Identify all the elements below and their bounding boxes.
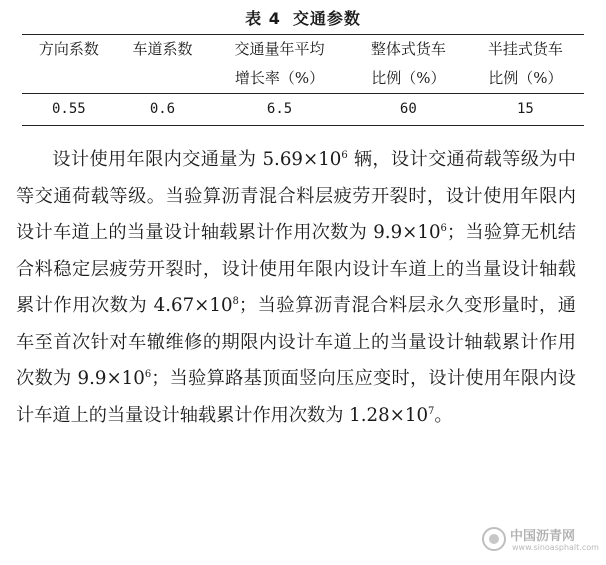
paragraph-text: ；当验算路基顶面竖向压应变时，设计使用年限内设计车道上的当量设计轴载累计作用次数为 1.28×10 — [16, 368, 576, 426]
table-caption — [0, 6, 606, 29]
header-single-unit-truck-ratio — [350, 35, 467, 94]
header-label: 方向系数 — [38, 40, 99, 58]
header-label-blank — [22, 64, 116, 93]
header-label: 增长率（%） — [234, 69, 325, 87]
exponent: 6 — [144, 368, 152, 380]
header-label-blank — [116, 64, 210, 93]
table-header-row — [22, 35, 584, 94]
header-label: 半挂式货车 — [487, 40, 563, 58]
site-watermark — [482, 521, 599, 557]
exponent: 6 — [341, 149, 348, 161]
body-paragraph — [16, 142, 576, 434]
paragraph-text: 。 — [434, 404, 453, 426]
paragraph-text: 辆，设计交通荷载等级为中等交通荷载等级。当验算沥青混合料层疲劳开裂时，设计使用年限内设计车道上的当量设计轴载累计作用次数为 9.9×10 — [16, 149, 576, 243]
watermark-url: www.sinoasphalt.com — [512, 543, 599, 552]
cell-traffic-growth-rate: 6.5 — [209, 94, 349, 126]
header-lane-coefficient — [116, 35, 210, 94]
header-traffic-growth-rate — [209, 35, 349, 94]
table-caption-number: 表 4 — [245, 9, 281, 28]
header-direction-coefficient — [22, 35, 116, 94]
traffic-parameters-table — [22, 34, 584, 126]
table-row — [22, 94, 584, 126]
exponent: 7 — [428, 405, 435, 417]
watermark-name: 中国沥青网 — [510, 529, 576, 544]
cell-single-unit-truck-ratio: 60 — [350, 94, 467, 126]
exponent: 6 — [440, 222, 447, 234]
header-label: 比例（%） — [371, 69, 446, 87]
watermark-logo-icon — [482, 527, 506, 551]
paragraph-text: ；当验算无机结合料稳定层疲劳开裂时，设计使用年限内设计车道上的当量设计轴载累计作用次数为 4.67×10 — [16, 222, 576, 316]
paragraph-text: 设计使用年限内交通量为 5.69×10 — [52, 149, 342, 170]
header-label: 车道系数 — [132, 40, 193, 58]
exponent: 8 — [232, 295, 239, 307]
header-label: 交通量年平均 — [234, 40, 325, 58]
cell-direction-coefficient: 0.55 — [22, 94, 116, 126]
cell-semi-trailer-ratio: 15 — [467, 94, 584, 126]
header-semi-trailer-ratio — [467, 35, 584, 94]
header-label: 整体式货车 — [370, 40, 446, 58]
cell-lane-coefficient: 0.6 — [116, 94, 210, 126]
header-label: 比例（%） — [488, 69, 563, 87]
table-caption-title: 交通参数 — [292, 9, 361, 28]
paragraph-text: ；当验算沥青混合料层永久变形量时，通车至首次针对车辙维修的期限内设计车道上的当量设计轴载累计作用次数为 9.9×10 — [16, 295, 576, 389]
